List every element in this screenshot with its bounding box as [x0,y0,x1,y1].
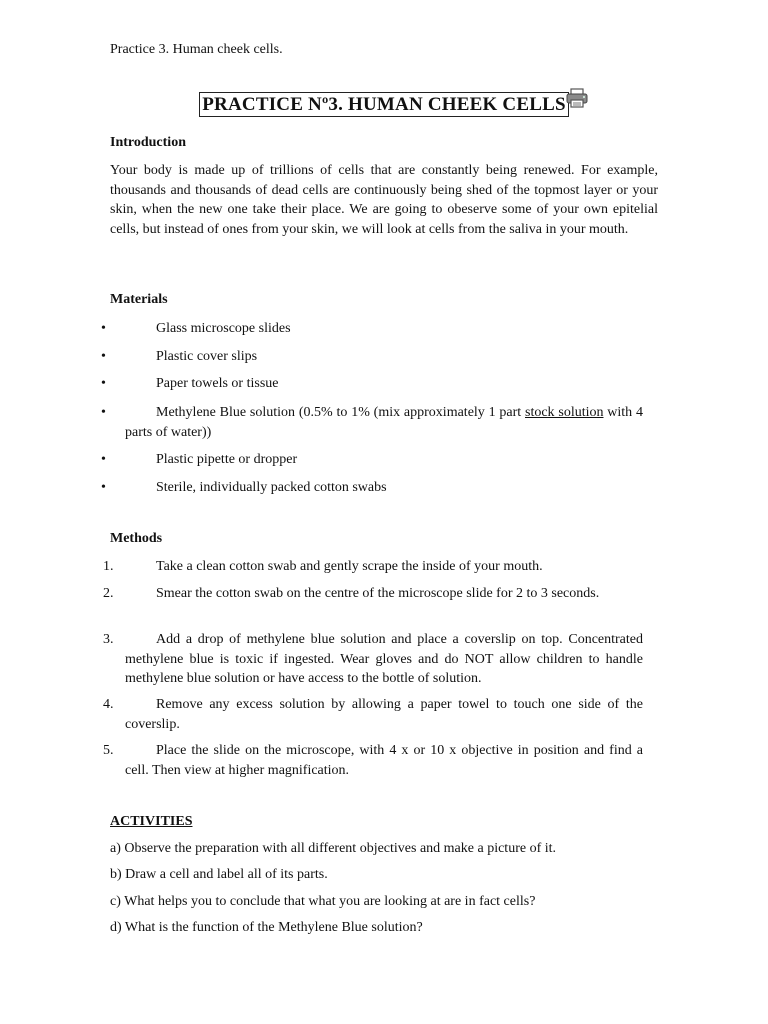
step-text: Place the slide on the microscope, with 4 x or 10 x objective in position and find a cell. Then view at higher magnification. [125,743,643,778]
bullet: • [101,349,106,364]
activity-item: d) What is the function of the Methylene Blue solution? [110,920,423,935]
step-number: 2. [103,586,114,601]
list-item-text-start: Methylene Blue solution (0.5% to 1% (mix approximately 1 part [156,405,522,420]
bullet: • [101,321,106,336]
step-number: 3. [103,632,114,647]
bullet: • [101,405,106,420]
step-text: Add a drop of methylene blue solution and place a coverslip on top. Concentrated methylene blue is toxic if ingested. Wear gloves and do NOT allow children to handle methylene blue solution or have access to the bottle of solution. [125,632,643,686]
materials-heading: Materials [110,292,168,307]
step-number: 1. [103,559,114,574]
activity-item: b) Draw a cell and label all of its parts. [110,867,328,882]
introduction-heading: Introduction [110,135,186,150]
activities-heading: ACTIVITIES [110,814,193,829]
step-number: 5. [103,743,114,758]
title-container [0,92,768,117]
page-title: PRACTICE Nº3. HUMAN CHEEK CELLS [199,92,568,117]
step-text: Smear the cotton swab on the centre of the microscope slide for 2 to 3 seconds. [156,586,600,601]
activity-item: a) Observe the preparation with all different objectives and make a picture of it. [110,841,557,856]
bullet: • [101,480,106,495]
page-header: Practice 3. Human cheek cells. [110,42,283,57]
list-item-text: Sterile, individually packed cotton swabs [156,480,387,495]
stock-solution-link[interactable]: stock solution [525,405,604,420]
printer-icon[interactable] [566,88,588,108]
step-number: 4. [103,697,114,712]
list-item-text [125,403,643,442]
list-item-text: Glass microscope slides [156,321,291,336]
bullet: • [101,376,106,391]
list-item-text: Paper towels or tissue [156,376,279,391]
list-item-text-end: with 4 parts of water)) [125,405,643,440]
step-text: Take a clean cotton swab and gently scrape the inside of your mouth. [156,559,543,574]
introduction-body: Your body is made up of trillions of cells that are constantly being renewed. For example, thousands and thousands of dead cells are continuously being shed of the topmost layer or your skin, when the new one take their place. We are going to obeserve some of your own epitelial cells, but instead of ones from your skin, we will look at cells from the saliva in your mouth. [110,163,658,237]
list-item-text: Plastic cover slips [156,349,258,364]
list-item-text: Plastic pipette or dropper [156,452,298,467]
step-text: Remove any excess solution by allowing a paper towel to touch one side of the coverslip. [125,697,643,732]
methods-heading: Methods [110,531,163,546]
bullet: • [101,452,106,467]
activity-item: c) What helps you to conclude that what you are looking at are in fact cells? [110,894,536,909]
